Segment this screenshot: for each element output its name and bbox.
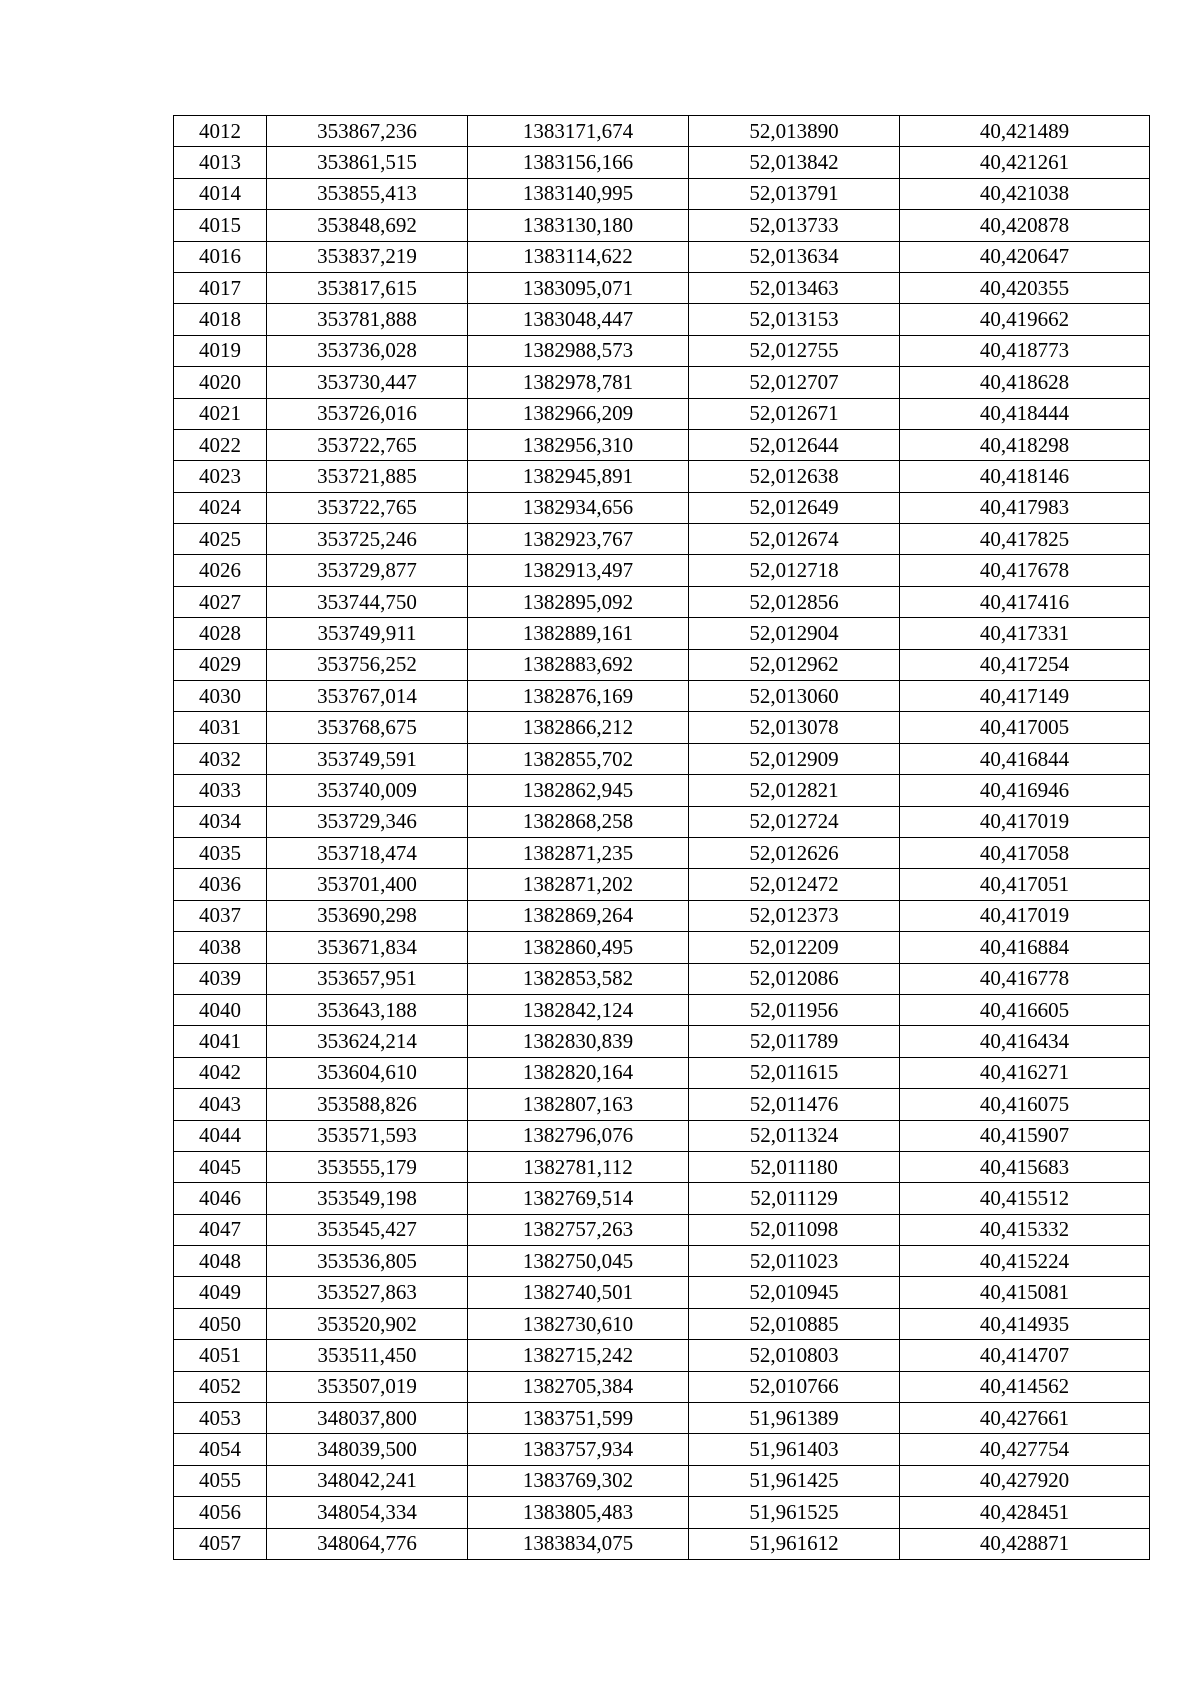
point-number-cell: 4016 — [174, 241, 267, 272]
x-coordinate-cell: 353657,951 — [267, 963, 468, 994]
latitude-cell: 51,961389 — [689, 1403, 900, 1434]
point-number-cell: 4029 — [174, 649, 267, 680]
latitude-cell: 52,012638 — [689, 461, 900, 492]
point-number-cell: 4040 — [174, 994, 267, 1025]
y-coordinate-cell: 1382913,497 — [468, 555, 689, 586]
longitude-cell: 40,416434 — [900, 1026, 1150, 1057]
y-coordinate-cell: 1383130,180 — [468, 210, 689, 241]
point-number-cell: 4032 — [174, 743, 267, 774]
y-coordinate-cell: 1382866,212 — [468, 712, 689, 743]
point-number-cell: 4052 — [174, 1371, 267, 1402]
point-number-cell: 4036 — [174, 869, 267, 900]
point-number-cell: 4039 — [174, 963, 267, 994]
longitude-cell: 40,416946 — [900, 775, 1150, 806]
table-row — [174, 335, 1150, 366]
table-row — [174, 1183, 1150, 1214]
coordinates-table — [173, 115, 1150, 1560]
table-row — [174, 241, 1150, 272]
longitude-cell: 40,414707 — [900, 1340, 1150, 1371]
point-number-cell: 4041 — [174, 1026, 267, 1057]
point-number-cell: 4034 — [174, 806, 267, 837]
latitude-cell: 52,011098 — [689, 1214, 900, 1245]
longitude-cell: 40,418146 — [900, 461, 1150, 492]
latitude-cell: 52,012718 — [689, 555, 900, 586]
longitude-cell: 40,428871 — [900, 1528, 1150, 1559]
point-number-cell: 4046 — [174, 1183, 267, 1214]
x-coordinate-cell: 353671,834 — [267, 932, 468, 963]
table-row — [174, 806, 1150, 837]
y-coordinate-cell: 1382820,164 — [468, 1057, 689, 1088]
table-row — [174, 210, 1150, 241]
y-coordinate-cell: 1383769,302 — [468, 1465, 689, 1496]
x-coordinate-cell: 353837,219 — [267, 241, 468, 272]
longitude-cell: 40,417019 — [900, 806, 1150, 837]
y-coordinate-cell: 1382781,112 — [468, 1151, 689, 1182]
x-coordinate-cell: 353555,179 — [267, 1151, 468, 1182]
table-row — [174, 1120, 1150, 1151]
longitude-cell: 40,417825 — [900, 524, 1150, 555]
table-row — [174, 618, 1150, 649]
y-coordinate-cell: 1382715,242 — [468, 1340, 689, 1371]
y-coordinate-cell: 1382855,702 — [468, 743, 689, 774]
y-coordinate-cell: 1382945,891 — [468, 461, 689, 492]
longitude-cell: 40,420355 — [900, 272, 1150, 303]
x-coordinate-cell: 353604,610 — [267, 1057, 468, 1088]
table-row — [174, 1528, 1150, 1559]
y-coordinate-cell: 1382769,514 — [468, 1183, 689, 1214]
table-row — [174, 1089, 1150, 1120]
point-number-cell: 4020 — [174, 367, 267, 398]
y-coordinate-cell: 1382796,076 — [468, 1120, 689, 1151]
latitude-cell: 52,011023 — [689, 1246, 900, 1277]
point-number-cell: 4012 — [174, 116, 267, 147]
longitude-cell: 40,421261 — [900, 147, 1150, 178]
longitude-cell: 40,417254 — [900, 649, 1150, 680]
point-number-cell: 4054 — [174, 1434, 267, 1465]
latitude-cell: 52,012373 — [689, 900, 900, 931]
latitude-cell: 52,012472 — [689, 869, 900, 900]
latitude-cell: 52,013890 — [689, 116, 900, 147]
point-number-cell: 4053 — [174, 1403, 267, 1434]
longitude-cell: 40,416778 — [900, 963, 1150, 994]
table-row — [174, 398, 1150, 429]
longitude-cell: 40,416884 — [900, 932, 1150, 963]
latitude-cell: 52,011324 — [689, 1120, 900, 1151]
point-number-cell: 4015 — [174, 210, 267, 241]
point-number-cell: 4019 — [174, 335, 267, 366]
x-coordinate-cell: 353726,016 — [267, 398, 468, 429]
point-number-cell: 4035 — [174, 837, 267, 868]
x-coordinate-cell: 353729,877 — [267, 555, 468, 586]
y-coordinate-cell: 1383751,599 — [468, 1403, 689, 1434]
x-coordinate-cell: 353740,009 — [267, 775, 468, 806]
x-coordinate-cell: 353729,346 — [267, 806, 468, 837]
longitude-cell: 40,421489 — [900, 116, 1150, 147]
table-row — [174, 932, 1150, 963]
latitude-cell: 52,012755 — [689, 335, 900, 366]
latitude-cell: 51,961403 — [689, 1434, 900, 1465]
longitude-cell: 40,417416 — [900, 586, 1150, 617]
latitude-cell: 52,013153 — [689, 304, 900, 335]
longitude-cell: 40,417019 — [900, 900, 1150, 931]
latitude-cell: 52,013634 — [689, 241, 900, 272]
latitude-cell: 52,010885 — [689, 1308, 900, 1339]
table-row — [174, 1151, 1150, 1182]
table-row — [174, 492, 1150, 523]
latitude-cell: 52,011956 — [689, 994, 900, 1025]
y-coordinate-cell: 1382876,169 — [468, 681, 689, 712]
x-coordinate-cell: 353855,413 — [267, 178, 468, 209]
y-coordinate-cell: 1383834,075 — [468, 1528, 689, 1559]
table-row — [174, 994, 1150, 1025]
point-number-cell: 4014 — [174, 178, 267, 209]
y-coordinate-cell: 1382966,209 — [468, 398, 689, 429]
longitude-cell: 40,420878 — [900, 210, 1150, 241]
x-coordinate-cell: 353511,450 — [267, 1340, 468, 1371]
longitude-cell: 40,414562 — [900, 1371, 1150, 1402]
y-coordinate-cell: 1382923,767 — [468, 524, 689, 555]
latitude-cell: 52,010803 — [689, 1340, 900, 1371]
longitude-cell: 40,418773 — [900, 335, 1150, 366]
latitude-cell: 52,011180 — [689, 1151, 900, 1182]
x-coordinate-cell: 348042,241 — [267, 1465, 468, 1496]
longitude-cell: 40,417983 — [900, 492, 1150, 523]
x-coordinate-cell: 353756,252 — [267, 649, 468, 680]
longitude-cell: 40,416605 — [900, 994, 1150, 1025]
table-row — [174, 1403, 1150, 1434]
table-row — [174, 1497, 1150, 1528]
longitude-cell: 40,418298 — [900, 429, 1150, 460]
y-coordinate-cell: 1383114,622 — [468, 241, 689, 272]
latitude-cell: 52,013060 — [689, 681, 900, 712]
coordinates-table-body — [174, 116, 1150, 1560]
point-number-cell: 4021 — [174, 398, 267, 429]
x-coordinate-cell: 353701,400 — [267, 869, 468, 900]
x-coordinate-cell: 353848,692 — [267, 210, 468, 241]
latitude-cell: 52,012707 — [689, 367, 900, 398]
longitude-cell: 40,417331 — [900, 618, 1150, 649]
y-coordinate-cell: 1382842,124 — [468, 994, 689, 1025]
longitude-cell: 40,427920 — [900, 1465, 1150, 1496]
y-coordinate-cell: 1382988,573 — [468, 335, 689, 366]
latitude-cell: 51,961525 — [689, 1497, 900, 1528]
longitude-cell: 40,414935 — [900, 1308, 1150, 1339]
x-coordinate-cell: 353571,593 — [267, 1120, 468, 1151]
longitude-cell: 40,421038 — [900, 178, 1150, 209]
latitude-cell: 52,011789 — [689, 1026, 900, 1057]
y-coordinate-cell: 1382956,310 — [468, 429, 689, 460]
latitude-cell: 52,011129 — [689, 1183, 900, 1214]
x-coordinate-cell: 353749,591 — [267, 743, 468, 774]
table-row — [174, 116, 1150, 147]
latitude-cell: 52,010766 — [689, 1371, 900, 1402]
longitude-cell: 40,416075 — [900, 1089, 1150, 1120]
point-number-cell: 4037 — [174, 900, 267, 931]
y-coordinate-cell: 1382730,610 — [468, 1308, 689, 1339]
y-coordinate-cell: 1382853,582 — [468, 963, 689, 994]
y-coordinate-cell: 1382862,945 — [468, 775, 689, 806]
x-coordinate-cell: 353722,765 — [267, 429, 468, 460]
table-row — [174, 900, 1150, 931]
x-coordinate-cell: 348064,776 — [267, 1528, 468, 1559]
x-coordinate-cell: 353736,028 — [267, 335, 468, 366]
point-number-cell: 4018 — [174, 304, 267, 335]
latitude-cell: 52,010945 — [689, 1277, 900, 1308]
y-coordinate-cell: 1382757,263 — [468, 1214, 689, 1245]
x-coordinate-cell: 353730,447 — [267, 367, 468, 398]
point-number-cell: 4023 — [174, 461, 267, 492]
x-coordinate-cell: 353527,863 — [267, 1277, 468, 1308]
point-number-cell: 4025 — [174, 524, 267, 555]
table-row — [174, 524, 1150, 555]
latitude-cell: 51,961425 — [689, 1465, 900, 1496]
table-row — [174, 304, 1150, 335]
latitude-cell: 52,013733 — [689, 210, 900, 241]
x-coordinate-cell: 348039,500 — [267, 1434, 468, 1465]
point-number-cell: 4057 — [174, 1528, 267, 1559]
y-coordinate-cell: 1383095,071 — [468, 272, 689, 303]
longitude-cell: 40,417005 — [900, 712, 1150, 743]
table-row — [174, 649, 1150, 680]
point-number-cell: 4049 — [174, 1277, 267, 1308]
table-row — [174, 1434, 1150, 1465]
x-coordinate-cell: 353588,826 — [267, 1089, 468, 1120]
longitude-cell: 40,427754 — [900, 1434, 1150, 1465]
y-coordinate-cell: 1382830,839 — [468, 1026, 689, 1057]
latitude-cell: 51,961612 — [689, 1528, 900, 1559]
longitude-cell: 40,417051 — [900, 869, 1150, 900]
table-row — [174, 1308, 1150, 1339]
latitude-cell: 52,012209 — [689, 932, 900, 963]
x-coordinate-cell: 353722,765 — [267, 492, 468, 523]
table-row — [174, 1277, 1150, 1308]
longitude-cell: 40,419662 — [900, 304, 1150, 335]
y-coordinate-cell: 1382869,264 — [468, 900, 689, 931]
y-coordinate-cell: 1382868,258 — [468, 806, 689, 837]
table-row — [174, 555, 1150, 586]
table-row — [174, 963, 1150, 994]
latitude-cell: 52,012649 — [689, 492, 900, 523]
latitude-cell: 52,013842 — [689, 147, 900, 178]
table-row — [174, 272, 1150, 303]
longitude-cell: 40,417058 — [900, 837, 1150, 868]
x-coordinate-cell: 353867,236 — [267, 116, 468, 147]
y-coordinate-cell: 1382807,163 — [468, 1089, 689, 1120]
x-coordinate-cell: 353767,014 — [267, 681, 468, 712]
y-coordinate-cell: 1383156,166 — [468, 147, 689, 178]
y-coordinate-cell: 1382860,495 — [468, 932, 689, 963]
point-number-cell: 4013 — [174, 147, 267, 178]
x-coordinate-cell: 348037,800 — [267, 1403, 468, 1434]
x-coordinate-cell: 353520,902 — [267, 1308, 468, 1339]
y-coordinate-cell: 1383757,934 — [468, 1434, 689, 1465]
longitude-cell: 40,415683 — [900, 1151, 1150, 1182]
y-coordinate-cell: 1382705,384 — [468, 1371, 689, 1402]
point-number-cell: 4033 — [174, 775, 267, 806]
table-row — [174, 1246, 1150, 1277]
point-number-cell: 4038 — [174, 932, 267, 963]
longitude-cell: 40,417149 — [900, 681, 1150, 712]
x-coordinate-cell: 353749,911 — [267, 618, 468, 649]
latitude-cell: 52,012671 — [689, 398, 900, 429]
point-number-cell: 4031 — [174, 712, 267, 743]
latitude-cell: 52,011615 — [689, 1057, 900, 1088]
point-number-cell: 4042 — [174, 1057, 267, 1088]
y-coordinate-cell: 1383805,483 — [468, 1497, 689, 1528]
table-row — [174, 1057, 1150, 1088]
table-row — [174, 429, 1150, 460]
point-number-cell: 4051 — [174, 1340, 267, 1371]
y-coordinate-cell: 1382871,235 — [468, 837, 689, 868]
x-coordinate-cell: 353624,214 — [267, 1026, 468, 1057]
longitude-cell: 40,418628 — [900, 367, 1150, 398]
point-number-cell: 4043 — [174, 1089, 267, 1120]
longitude-cell: 40,417678 — [900, 555, 1150, 586]
latitude-cell: 52,012626 — [689, 837, 900, 868]
point-number-cell: 4024 — [174, 492, 267, 523]
point-number-cell: 4022 — [174, 429, 267, 460]
table-row — [174, 743, 1150, 774]
table-row — [174, 367, 1150, 398]
x-coordinate-cell: 353744,750 — [267, 586, 468, 617]
y-coordinate-cell: 1383171,674 — [468, 116, 689, 147]
table-row — [174, 837, 1150, 868]
y-coordinate-cell: 1382883,692 — [468, 649, 689, 680]
y-coordinate-cell: 1382889,161 — [468, 618, 689, 649]
longitude-cell: 40,415512 — [900, 1183, 1150, 1214]
point-number-cell: 4027 — [174, 586, 267, 617]
longitude-cell: 40,416271 — [900, 1057, 1150, 1088]
table-row — [174, 178, 1150, 209]
latitude-cell: 52,013078 — [689, 712, 900, 743]
table-row — [174, 1340, 1150, 1371]
latitude-cell: 52,012674 — [689, 524, 900, 555]
x-coordinate-cell: 353768,675 — [267, 712, 468, 743]
latitude-cell: 52,012856 — [689, 586, 900, 617]
x-coordinate-cell: 353861,515 — [267, 147, 468, 178]
table-row — [174, 1371, 1150, 1402]
point-number-cell: 4048 — [174, 1246, 267, 1277]
point-number-cell: 4045 — [174, 1151, 267, 1182]
x-coordinate-cell: 353817,615 — [267, 272, 468, 303]
table-row — [174, 775, 1150, 806]
latitude-cell: 52,012724 — [689, 806, 900, 837]
y-coordinate-cell: 1382740,501 — [468, 1277, 689, 1308]
y-coordinate-cell: 1382871,202 — [468, 869, 689, 900]
longitude-cell: 40,415081 — [900, 1277, 1150, 1308]
x-coordinate-cell: 353781,888 — [267, 304, 468, 335]
latitude-cell: 52,013791 — [689, 178, 900, 209]
latitude-cell: 52,011476 — [689, 1089, 900, 1120]
point-number-cell: 4030 — [174, 681, 267, 712]
point-number-cell: 4044 — [174, 1120, 267, 1151]
y-coordinate-cell: 1382934,656 — [468, 492, 689, 523]
latitude-cell: 52,013463 — [689, 272, 900, 303]
point-number-cell: 4050 — [174, 1308, 267, 1339]
y-coordinate-cell: 1382895,092 — [468, 586, 689, 617]
latitude-cell: 52,012909 — [689, 743, 900, 774]
longitude-cell: 40,427661 — [900, 1403, 1150, 1434]
x-coordinate-cell: 353690,298 — [267, 900, 468, 931]
x-coordinate-cell: 353725,246 — [267, 524, 468, 555]
longitude-cell: 40,415224 — [900, 1246, 1150, 1277]
longitude-cell: 40,416844 — [900, 743, 1150, 774]
table-row — [174, 1026, 1150, 1057]
x-coordinate-cell: 353721,885 — [267, 461, 468, 492]
x-coordinate-cell: 353643,188 — [267, 994, 468, 1025]
point-number-cell: 4056 — [174, 1497, 267, 1528]
table-row — [174, 712, 1150, 743]
x-coordinate-cell: 353549,198 — [267, 1183, 468, 1214]
latitude-cell: 52,012904 — [689, 618, 900, 649]
y-coordinate-cell: 1382750,045 — [468, 1246, 689, 1277]
table-row — [174, 869, 1150, 900]
x-coordinate-cell: 353536,805 — [267, 1246, 468, 1277]
x-coordinate-cell: 353718,474 — [267, 837, 468, 868]
longitude-cell: 40,415332 — [900, 1214, 1150, 1245]
longitude-cell: 40,418444 — [900, 398, 1150, 429]
x-coordinate-cell: 348054,334 — [267, 1497, 468, 1528]
longitude-cell: 40,415907 — [900, 1120, 1150, 1151]
point-number-cell: 4047 — [174, 1214, 267, 1245]
table-row — [174, 681, 1150, 712]
point-number-cell: 4055 — [174, 1465, 267, 1496]
y-coordinate-cell: 1382978,781 — [468, 367, 689, 398]
latitude-cell: 52,012962 — [689, 649, 900, 680]
longitude-cell: 40,428451 — [900, 1497, 1150, 1528]
table-row — [174, 586, 1150, 617]
table-row — [174, 1465, 1150, 1496]
latitude-cell: 52,012086 — [689, 963, 900, 994]
table-row — [174, 1214, 1150, 1245]
longitude-cell: 40,420647 — [900, 241, 1150, 272]
x-coordinate-cell: 353545,427 — [267, 1214, 468, 1245]
table-row — [174, 147, 1150, 178]
point-number-cell: 4028 — [174, 618, 267, 649]
latitude-cell: 52,012644 — [689, 429, 900, 460]
y-coordinate-cell: 1383048,447 — [468, 304, 689, 335]
latitude-cell: 52,012821 — [689, 775, 900, 806]
y-coordinate-cell: 1383140,995 — [468, 178, 689, 209]
table-row — [174, 461, 1150, 492]
x-coordinate-cell: 353507,019 — [267, 1371, 468, 1402]
point-number-cell: 4026 — [174, 555, 267, 586]
point-number-cell: 4017 — [174, 272, 267, 303]
